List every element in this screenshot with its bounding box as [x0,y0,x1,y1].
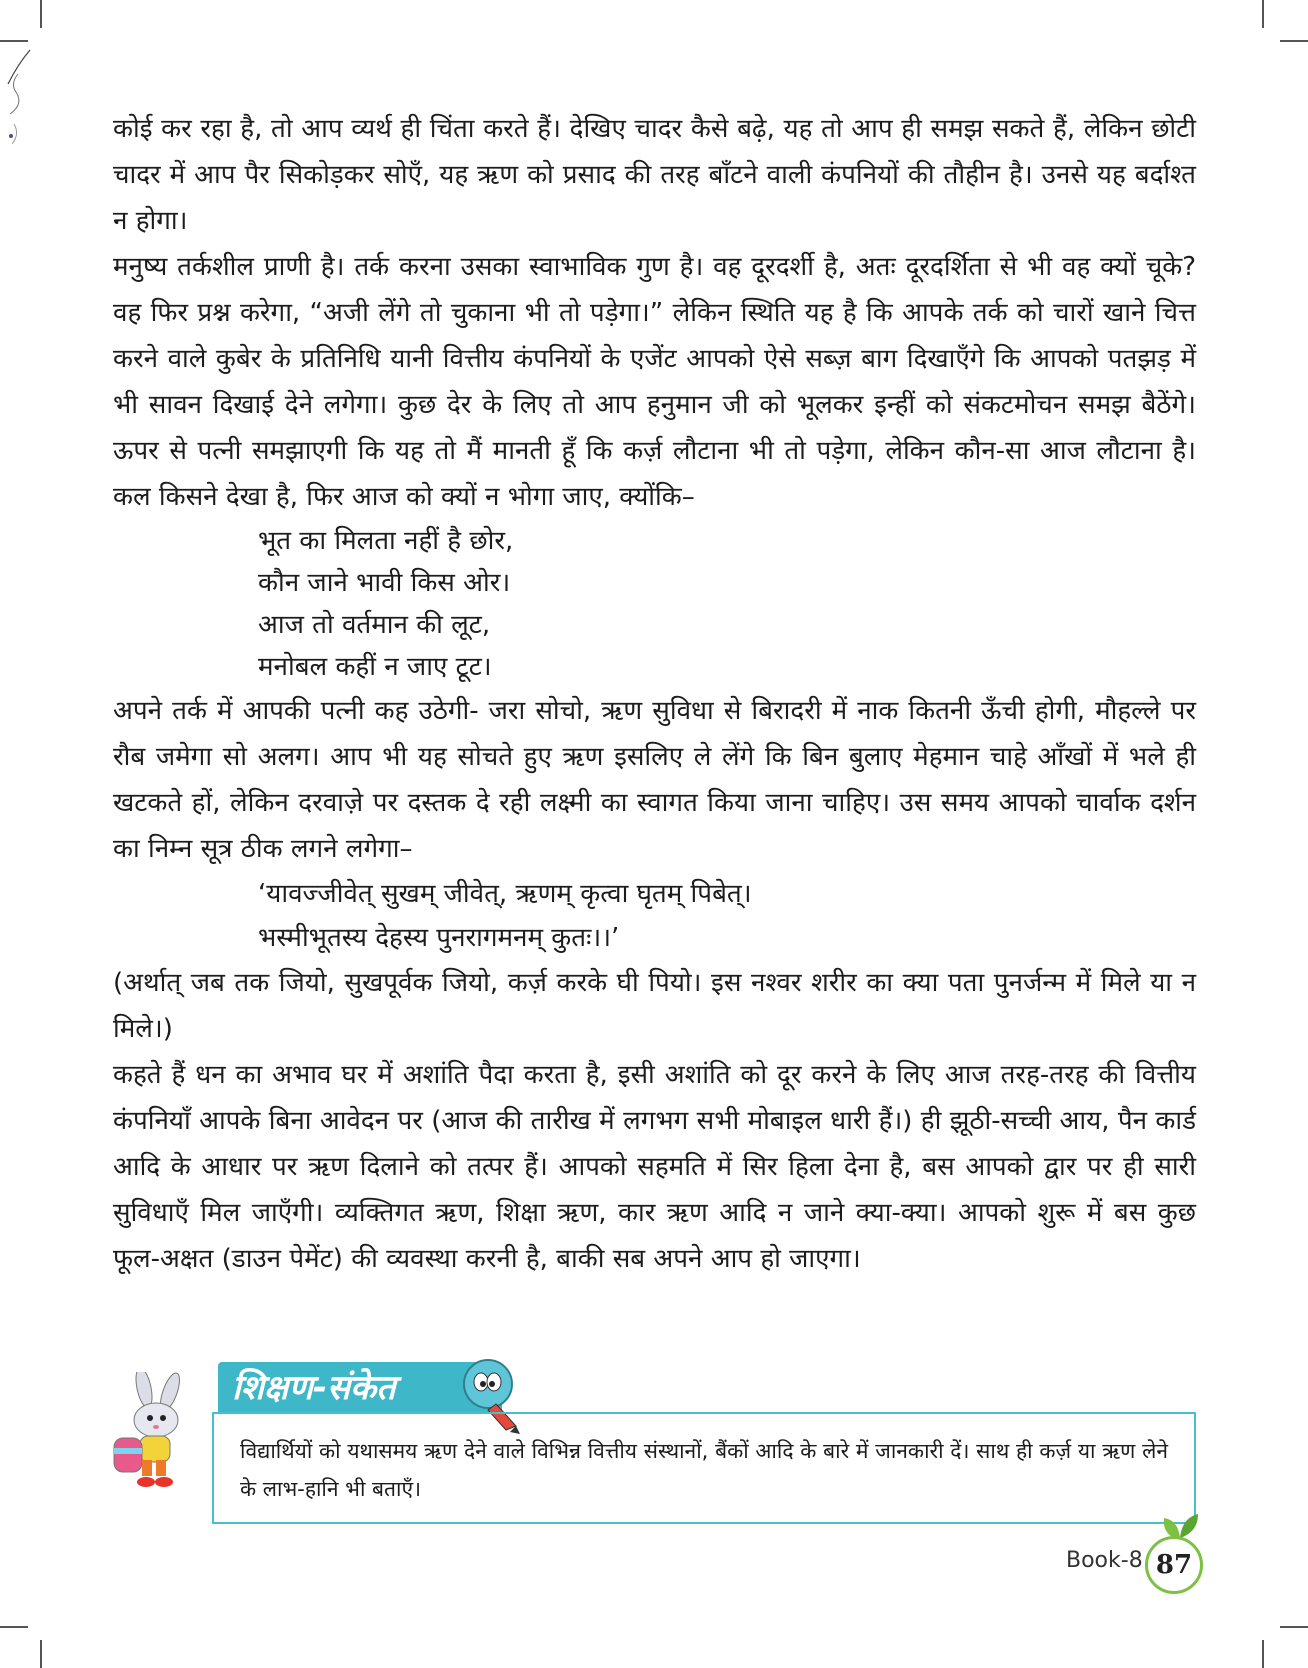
crop-mark [1262,0,1264,28]
margin-sketch-icon [4,44,34,154]
sanskrit-line: भस्मीभूतस्य देहस्य पुनरागमनम् कुतः।।’ [258,923,620,953]
crop-mark [40,0,42,28]
paragraph: कोई कर रहा है, तो आप व्यर्थ ही चिंता करते हैं। देखिए चादर कैसे बढ़े, यह तो आप ही समझ सकते हैं, लेकिन छोटी चादर में आप पैर सिकोड़कर सोएँ, यह ऋण को प्रसाद की तरह बाँटने वाली कंपनियों की तौहीन है। उनसे यह बर्दाश्त न होगा। [113,114,1196,236]
verse-block [113,520,1196,688]
crop-mark [40,1640,42,1668]
crop-mark [1280,40,1308,42]
teaching-tip-text: विद्यार्थियों को यथासमय ऋण देने वाले विभिन्न वित्तीय संस्थानों, बैंकों आदि के बारे में जानकारी दें। साथ ही कर्ज़ या ऋण लेने के लाभ-हानि भी बताएँ। [240,1439,1168,1501]
paragraph: मनुष्य तर्कशील प्राणी है। तर्क करना उसका स्वाभाविक गुण है। वह दूरदर्शी है, अतः दूरदर्शिता से भी वह क्यों चूके? वह फिर प्रश्न करेगा, “अजी लेंगे तो चुकाना भी तो पड़ेगा।” लेकिन स्थिति यह है कि आपके तर्क को चारों खाने चित्त करने वाले कुबेर के प्रतिनिधि यानी वित्तीय कंपनियों के एजेंट आपको ऐसे सब्ज़ बाग दिखाएँगे कि आपको पतझड़ में भी सावन दिखाई देने लगेगा। कुछ देर के लिए तो आप हनुमान जी को भूलकर इन्हीं को संकटमोचन समझ बैठेंगे। ऊपर से पत्नी समझाएगी कि यह तो मैं मानती हूँ कि कर्ज़ लौटाना भी तो पड़ेगा, लेकिन कौन-सा आज लौटाना है। कल किसने देखा है, फिर आज को क्यों न भोगा जाए, क्योंकि– [113,252,1196,512]
crop-mark [1262,1640,1264,1668]
paragraph: कहते हैं धन का अभाव घर में अशांति पैदा करता है, इसी अशांति को दूर करने के लिए आज तरह-तरह की वित्तीय कंपनियाँ आपके बिना आवेदन पर (आज की तारीख में लगभग सभी मोबाइल धारी हैं।) ही झूठी-सच्ची आय, पैन कार्ड आदि के आधार पर ऋण दिलाने को तत्पर हैं। आपको सहमति में सिर हिला देना है, बस आपको द्वार पर ही सारी सुविधाएँ मिल जाएँगी। व्यक्तिगत ऋण, शिक्षा ऋण, कार ऋण आदि न जाने क्या-क्या। आपको शुरू में बस कुछ फूल-अक्षत (डाउन पेमेंट) की व्यवस्था करनी है, बाकी सब अपने आप हो जाएगा। [113,1060,1196,1274]
teaching-tip-title: शिक्षण-संकेत [218,1362,502,1414]
crop-mark [0,40,28,42]
crop-mark [0,1626,28,1628]
book-label: Book-8 [1066,1548,1143,1573]
crop-mark [1280,1626,1308,1628]
teaching-tip-box [212,1412,1196,1524]
paragraph: अपने तर्क में आपकी पत्नी कह उठेगी- जरा सोचो, ऋण सुविधा से बिरादरी में नाक कितनी ऊँची होगी, मौहल्ले पर रौब जमेगा सो अलग। आप भी यह सोचते हुए ऋण इसलिए ले लेंगे कि बिन बुलाए मेहमान चाहे आँखों में भले ही खटकते हों, लेकिन दरवाज़े पर दस्तक दे रही लक्ष्मी का स्वागत किया जाना चाहिए। उस समय आपको चार्वाक दर्शन का निम्न सूत्र ठीक लगने लगेगा– [113,696,1196,864]
verse-line: आज तो वर्तमान की लूट, [258,610,491,640]
verse-line: मनोबल कहीं न जाए टूट। [258,652,492,682]
verse-line: कौन जाने भावी किस ओर। [258,568,511,598]
sanskrit-quote [113,872,1196,960]
page-content [113,106,1196,1282]
paragraph: (अर्थात् जब तक जियो, सुखपूर्वक जियो, कर्ज़ करके घी पियो। इस नश्वर शरीर का क्या पता पुनर्जन्म में मिले या न मिले।) [113,968,1196,1044]
verse-line: भूत का मिलता नहीं है छोर, [258,526,514,556]
sanskrit-line: ‘यावज्जीवेत् सुखम् जीवेत्, ऋणम् कृत्वा घृतम् पिबेत्। [258,879,752,909]
page-number: 87 [1145,1536,1203,1594]
rabbit-mascot-icon [100,1372,200,1497]
